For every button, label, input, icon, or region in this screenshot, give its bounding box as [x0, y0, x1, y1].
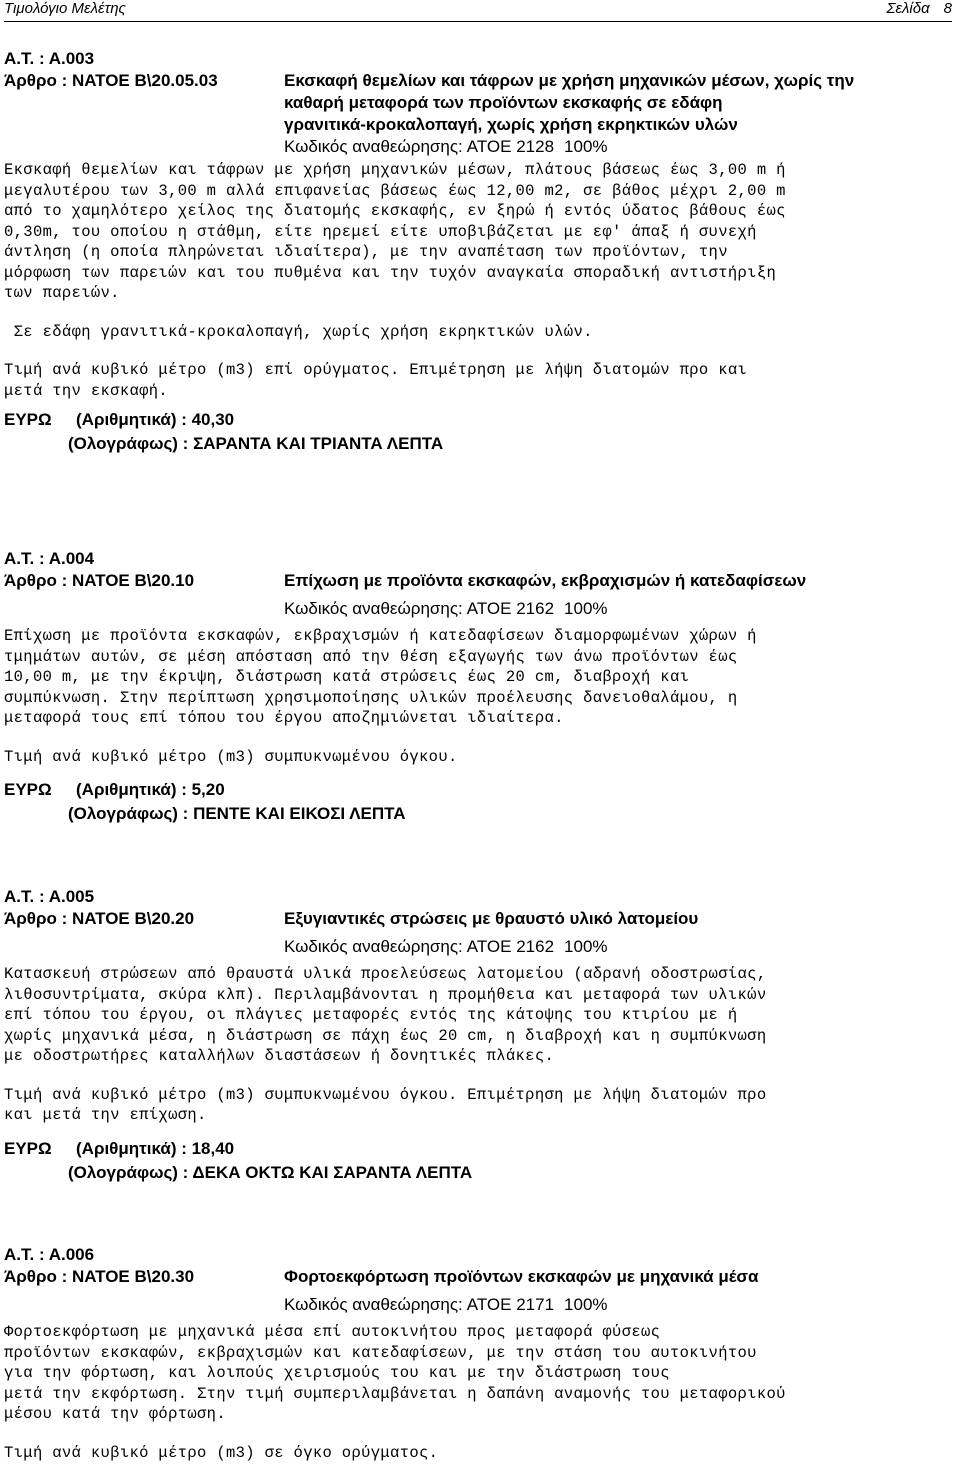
revision-label: Κωδικός αναθεώρησης:	[284, 599, 463, 618]
unit-of-measure-text: Τιμή ανά κυβικό μέτρο (m3) επί ορύγματος. Επιμέτρηση με λήψη διατομών προ και μετά την εκσκαφή.	[4, 361, 748, 400]
item-description: Επίχωση με προϊόντα εκσκαφών, εκβραχισμών ή κατεδαφίσεων διαμορφωμένων χώρων ή τμημάτων αυτών, σε μέση απόσταση από την θέση εξαγωγής των άνω προϊόντων έως 10,00 m, με την έκριψη, διάστρωση κατά στρώσεις έως 20 cm, διαβροχή και συμπύκνωση. Στην περίπτωση χρησιμοποίησης υλικών προέλευσης δανειοθαλάμου, η μεταφορά τους επί τόπου του έργου αποζημιώνεται ιδιαίτερα.	[4, 627, 757, 727]
price-in-words: (Ολογράφως) : ΠΕΝΤΕ ΚΑΙ ΕΙΚΟΣΙ ΛΕΠΤΑ	[68, 804, 406, 823]
currency-label: ΕΥΡΩ	[4, 410, 52, 429]
article-label: Άρθρο : ΝΑΤΟΕ Β\20.20	[4, 909, 195, 928]
item-description: Εκσκαφή θεμελίων και τάφρων με χρήση μηχανικών μέσων, πλάτους βάσεως έως 3,00 m ή μεγαλυτέρου των 3,00 m αλλά επιφανείας βάσεως έως 12,00 m2, σε βάθος μέχρι 2,00 m από το χαμηλότερο χείλος της διατομής εκσκαφής, εν ξηρώ ή εντός ύδατος βάθους έως 0,30m, του οποίου η στάθμη, είτε ηρεμεί είτε υποβιβάζεται με εφ' άπαξ ή συνεχή άντληση (η οποία πληρώνεται ιδιαίτερα), με την αναπέταση των προϊόντων, την μόρφωση των παρειών και του πυθμένα και την τυχόν αναγκαία σποραδική αντιστήριξη των παρειών.	[4, 161, 786, 302]
price-numeric: (Αριθμητικά) : 40,30	[76, 410, 235, 429]
item-title-line: Επίχωση με προϊόντα εκσκαφών, εκβραχισμών ή κατεδαφίσεων	[284, 571, 807, 590]
revision-code-row	[284, 136, 952, 158]
currency-label: ΕΥΡΩ	[4, 780, 52, 799]
revision-code: ΑΤΟΕ 2128	[466, 137, 555, 156]
price-numeric: (Αριθμητικά) : 5,20	[76, 780, 225, 799]
unit-of-measure-text: Τιμή ανά κυβικό μέτρο (m3) σε όγκο ορύγματος.	[4, 1443, 439, 1462]
price-in-words: (Ολογράφως) : ΔΕΚΑ ΟΚΤΩ ΚΑΙ ΣΑΡΑΝΤΑ ΛΕΠΤΑ	[68, 1162, 473, 1182]
article-row	[4, 70, 952, 158]
revision-code-row	[284, 1294, 952, 1316]
item-title-line: Φορτοεκφόρτωση προϊόντων εκσκαφών με μηχανικά μέσα	[284, 1267, 759, 1286]
price-item-a006	[4, 1244, 952, 1463]
revision-label: Κωδικός αναθεώρησης:	[284, 1295, 463, 1314]
revision-code: ΑΤΟΕ 2162	[466, 937, 555, 956]
revision-code: ΑΤΟΕ 2162	[466, 599, 555, 618]
revision-code-row	[284, 598, 952, 620]
item-code: Α.Τ. : Α.006	[4, 1245, 95, 1264]
unit-of-measure-text: Τιμή ανά κυβικό μέτρο (m3) συμπυκνωμένου όγκου.	[4, 747, 458, 766]
header-divider	[4, 21, 952, 22]
item-title-line: καθαρή μεταφορά των προϊόντων εκσκαφής σε εδάφη	[284, 93, 723, 112]
revision-percent: 100%	[564, 137, 608, 156]
price-block	[4, 779, 952, 827]
item-title-line: Εκσκαφή θεμελίων και τάφρων με χρήση μηχανικών μέσων, χωρίς την	[284, 71, 855, 90]
price-in-words: (Ολογράφως) : ΣΑΡΑΝΤΑ ΚΑΙ ΤΡΙΑΝΤΑ ΛΕΠΤΑ	[68, 434, 444, 453]
item-code: Α.Τ. : Α.005	[4, 887, 95, 906]
revision-label: Κωδικός αναθεώρησης:	[284, 937, 463, 956]
price-item-a004	[4, 548, 952, 827]
unit-of-measure-text: Τιμή ανά κυβικό μέτρο (m3) συμπυκνωμένου όγκου. Επιμέτρηση με λήψη διατομών προ και μετά την επίχωση.	[4, 1085, 767, 1124]
price-item-a003	[4, 48, 952, 457]
article-label: Άρθρο : ΝΑΤΟΕ Β\20.10	[4, 571, 195, 590]
price-block	[4, 409, 952, 457]
page-number: 8	[943, 0, 952, 17]
article-row	[4, 908, 952, 958]
revision-code-row	[284, 936, 952, 958]
revision-percent: 100%	[564, 599, 608, 618]
item-code: Α.Τ. : Α.004	[4, 549, 95, 568]
item-title-line: γρανιτικά-κροκαλοπαγή, χωρίς χρήση εκρηκτικών υλών	[284, 115, 738, 134]
revision-percent: 100%	[564, 937, 608, 956]
page-label: Σελίδα	[886, 0, 930, 17]
page-indicator	[872, 0, 952, 17]
revision-percent: 100%	[564, 1295, 608, 1314]
article-row	[4, 1266, 952, 1316]
item-description: Φορτοεκφόρτωση με μηχανικά μέσα επί αυτοκινήτου προς μεταφορά φύσεως προϊόντων εκσκαφών, εκβραχισμών και κατεδαφίσεων, με την στάση του αυτοκινήτου για την φόρτωση, και λοιπούς χειρισμούς του και με την διάστρωση τους μετά την εκφόρτωση. Στην τιμή συμπεριλαμβάνεται η δαπάνη αναμονής του μεταφορικού μέσου κατά την φόρτωση.	[4, 1323, 786, 1423]
revision-label: Κωδικός αναθεώρησης:	[284, 137, 463, 156]
item-code: Α.Τ. : Α.003	[4, 49, 95, 68]
price-block	[4, 1138, 952, 1186]
price-numeric: (Αριθμητικά) : 18,40	[76, 1138, 235, 1158]
page-header	[4, 0, 952, 22]
currency-label: ΕΥΡΩ	[4, 1138, 52, 1158]
item-description: Κατασκευή στρώσεων από θραυστά υλικά προελεύσεως λατομείου (αδρανή οδοστρωσίας, λιθοσυντρίματα, σκύρα κλπ). Περιλαμβάνονται η προμήθεια και μεταφορά των υλικών επί τόπου του έργου, οι πλάγιες μεταφορές εντός της κάτοψης του κτιρίου με ή χωρίς μηχανικά μέσα, η διάστρωση σε πάχη έως 20 cm, η διαβροχή και η συμπύκνωση με οδοστρωτήρες καταλλήλων διαστάσεων ή δονητικές πλάκες.	[4, 965, 767, 1065]
revision-code: ΑΤΟΕ 2171	[466, 1295, 555, 1314]
item-note: Σε εδάφη γρανιτικά-κροκαλοπαγή, χωρίς χρήση εκρηκτικών υλών.	[4, 322, 593, 341]
article-label: Άρθρο : ΝΑΤΟΕ Β\20.30	[4, 1267, 195, 1286]
item-title-line: Εξυγιαντικές στρώσεις με θραυστό υλικό λατομείου	[284, 909, 699, 928]
price-item-a005	[4, 886, 952, 1186]
article-label: Άρθρο : ΝΑΤΟΕ Β\20.05.03	[4, 71, 218, 90]
document-title: Τιμολόγιο Μελέτης	[4, 0, 126, 17]
article-row	[4, 570, 952, 620]
